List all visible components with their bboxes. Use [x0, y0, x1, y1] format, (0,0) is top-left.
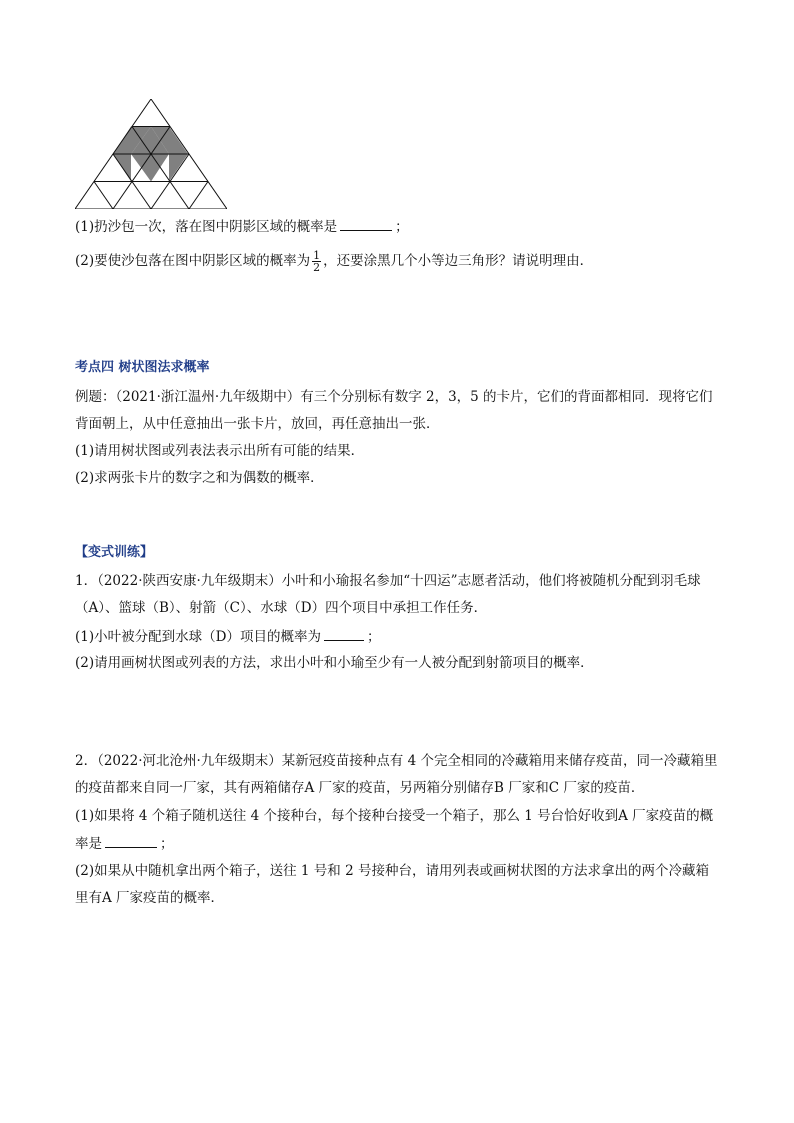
grid-lines	[75, 99, 227, 209]
answer-blank[interactable]	[105, 833, 157, 848]
triangle-grid-figure	[75, 99, 227, 209]
example-line-1: 例题：（2021·浙江温州·九年级期中）有三个分别标有数字 2，3，5 的卡片，它们的背面都相同．现将它们	[75, 389, 713, 405]
problem-1-question-2: (2)请用画树状图或列表的方法，求出小叶和小瑜至少有一人被分配到射箭项目的概率．	[75, 655, 594, 671]
figure-question-2: (2)要使沙包落在图中阴影区域的概率为 $\frac{1}{2}$ ，还要涂黑几个小等边三角形？请说明理由．	[75, 249, 594, 274]
figure-question-1: (1)扔沙包一次，落在图中阴影区域的概率是 ；	[75, 216, 409, 237]
problem-2-line-2: 的疫苗都来自同一厂家，其有两箱储存A 厂家的疫苗，另两箱分别储存B 厂家和C 厂家的疫苗．	[75, 780, 645, 796]
problem-2-question-2-line-2: 里有A 厂家疫苗的概率．	[75, 890, 225, 906]
example-line-2: 背面朝上，从中任意抽出一张卡片，放回，再任意抽出一张．	[75, 416, 440, 432]
problem-2-question-2-line-1: (2)如果从中随机拿出两个箱子，送往 1 号和 2 号接种台，请用列表或画树状图的方法求拿出的两个冷藏箱	[75, 863, 709, 879]
example-question-1: (1)请用树状图或列表法表示出所有可能的结果．	[75, 443, 365, 459]
fraction-one-half: $\frac{1}{2}$	[313, 249, 321, 274]
answer-blank[interactable]	[324, 626, 364, 641]
section-title: 考点四 树状图法求概率	[75, 360, 210, 375]
problem-2-question-1-line-1: (1)如果将 4 个箱子随机送往 4 个接种台，每个接种台接受一个箱子，那么 1 号台恰好收到A 厂家疫苗的概	[75, 808, 714, 824]
problem-2-line-1: 2．（2022·河北沧州·九年级期末）某新冠疫苗接种点有 4 个完全相同的冷藏箱用来储存疫苗，同一冷藏箱里	[75, 753, 718, 769]
problem-2-question-1-line-2: 率是 ；	[75, 833, 174, 854]
practice-title: 【变式训练】	[75, 545, 154, 560]
problem-1-line-1: 1．（2022·陕西安康·九年级期末）小叶和小瑜报名参加“十四运”志愿者活动，他们将被随机分配到羽毛球	[75, 573, 701, 589]
example-question-2: (2)求两张卡片的数字之和为偶数的概率．	[75, 470, 324, 486]
answer-blank[interactable]	[340, 216, 392, 231]
problem-1-question-1: (1)小叶被分配到水球（D）项目的概率为 ；	[75, 626, 380, 647]
problem-1-line-2: （A）、篮球（B）、射箭（C）、水球（D）四个项目中承担工作任务．	[75, 600, 488, 616]
